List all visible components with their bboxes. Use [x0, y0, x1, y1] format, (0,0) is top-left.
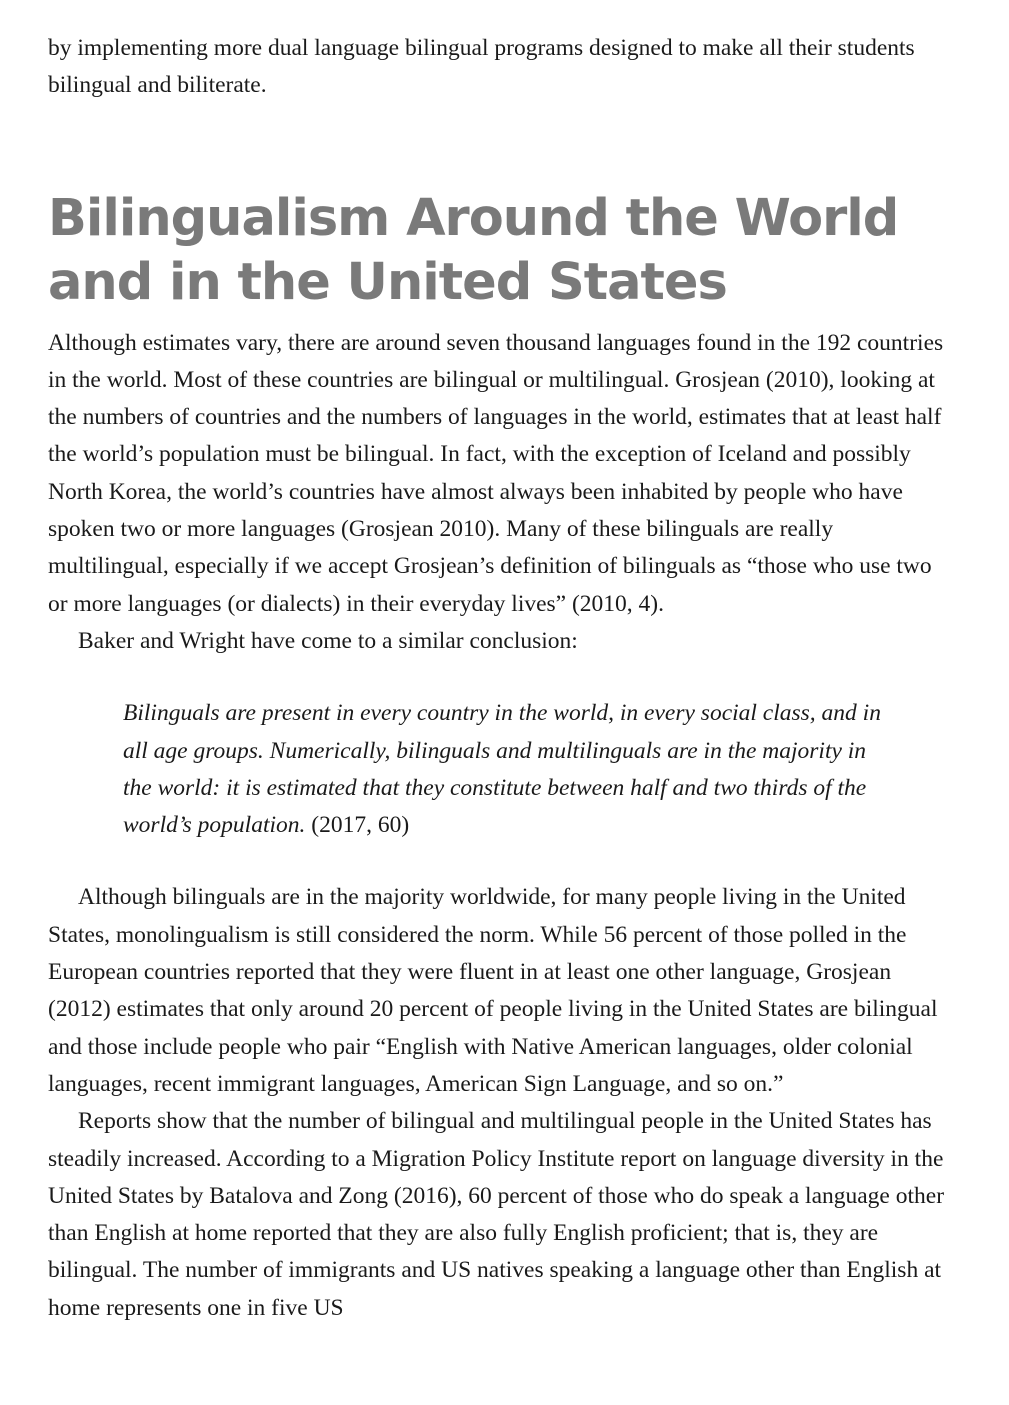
block-quote-text: Bilinguals are present in every country in the world, in every social class, and in all age groups. Numerically, bilinguals and multilinguals are in the majority in the world: it is estimated that they constitute between half and two thirds of the world’s population.: [123, 700, 881, 839]
intro-paragraph: by implementing more dual language bilingual programs designed to make all their students bilingual and biliterate.: [48, 35, 915, 99]
body-paragraph-3: Although bilinguals are in the majority worldwide, for many people living in the United States, monolingualism is still considered the norm. While 56 percent of those polled in the European countries reported that they were fluent in at least one other language, Grosjean (2012) estimates that only around 20 percent of people living in the United States are bilingual and those include people who pair “English with Native American languages, older colonial languages, recent immigrant languages, American Sign Language, and so on.”: [48, 884, 938, 1097]
block-quote: [123, 695, 883, 844]
section-heading-line-1: Bilingualism Around the World: [48, 188, 899, 248]
body-paragraph-4: Reports show that the number of bilingual and multilingual people in the United States has steadily increased. According to a Migration Policy Institute report on language diversity in the United States by Batalova and Zong (2016), 60 percent of those who do speak a language other than English at home reported that they are also fully English proficient; that is, they are bilingual. The number of immigrants and US natives speaking a language other than English at home represents one in five US: [48, 1108, 945, 1321]
body-paragraph-1: Although estimates vary, there are around seven thousand languages found in the 192 countries in the world. Most of these countries are bilingual or multilingual. Grosjean (2010), looking at the numbers of countries and the numbers of languages in the world, estimates that at least half the world’s population must be bilingual. In fact, with the exception of Iceland and possibly North Korea, the world’s countries have almost always been inhabited by people who have spoken two or more languages (Grosjean 2010). Many of these bilinguals are really multilingual, especially if we accept Grosjean’s definition of bilinguals as “those who use two or more languages (or dialects) in their everyday lives” (2010, 4).: [48, 329, 944, 617]
body-paragraph-2: Baker and Wright have come to a similar conclusion:: [78, 627, 578, 654]
section-heading: [48, 187, 953, 315]
block-quote-citation: (2017, 60): [305, 812, 410, 839]
document-page: [48, 30, 953, 1327]
section-heading-line-2: and in the United States: [48, 252, 727, 312]
